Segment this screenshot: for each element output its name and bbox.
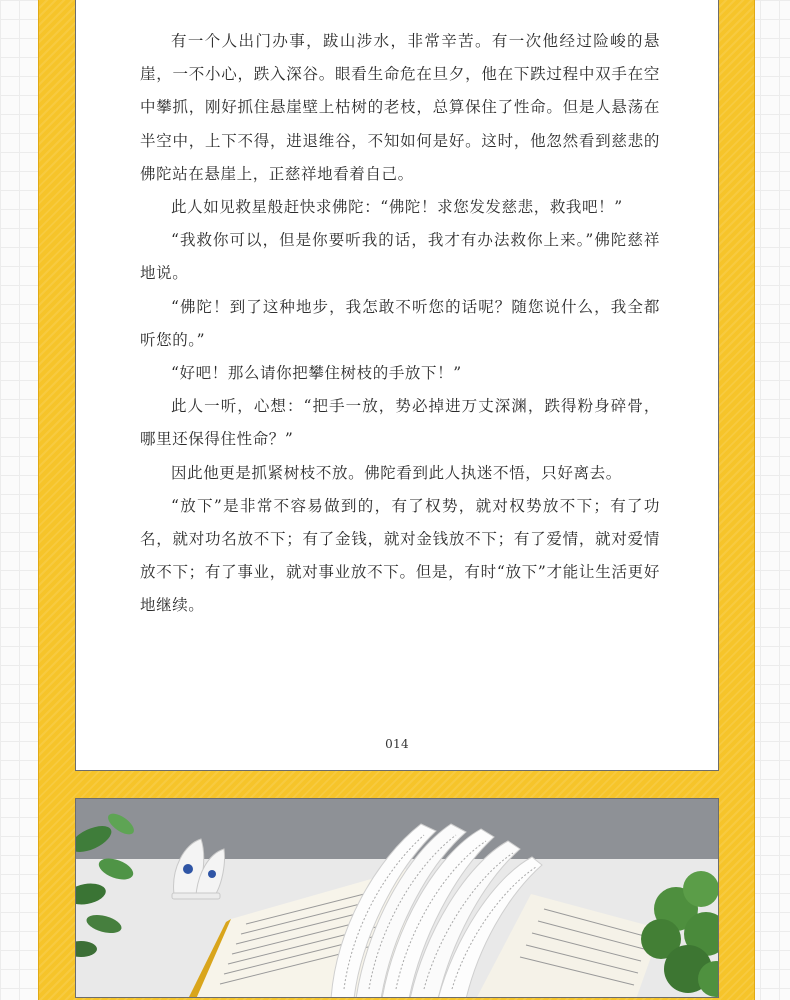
open-book-photo	[75, 798, 719, 998]
paragraph: 此人一听，心想：“把手一放，势必掉进万丈深渊，跌得粉身碎骨，哪里还保得住性命？”	[140, 397, 660, 449]
paragraph: 有一个人出门办事，跋山涉水，非常辛苦。有一次他经过险峻的悬崖，一不小心，跌入深谷。眼看生命危在旦夕，他在下跌过程中双手在空中攀抓，刚好抓住悬崖壁上枯树的老枝，总算保住了性命。但是人悬荡在半空中，上下不得，进退维谷，不知如何是好。这时，他忽然看到慈悲的佛陀站在悬崖上，正慈祥地看着自己。	[140, 32, 660, 183]
paragraph: 因此他更是抓紧树枝不放。佛陀看到此人执迷不悟，只好离去。	[171, 463, 622, 482]
paragraph: “佛陀！到了这种地步，我怎敢不听您的话呢？随您说什么，我全都听您的。”	[140, 297, 660, 349]
paragraph: 此人如见救星般赶快求佛陀：“佛陀！求您发发慈悲，救我吧！”	[171, 198, 623, 217]
book-page	[75, 0, 719, 771]
paragraph: “放下”是非常不容易做到的，有了权势，就对权势放不下；有了功名，就对功名放不下；有了金钱，就对金钱放不下；有了爱情，就对爱情放不下；有了事业，就对事业放不下。但是，有时“放下”才能让生活更好地继续。	[140, 496, 660, 615]
paragraph: “好吧！那么请你把攀住树枝的手放下！”	[171, 364, 462, 383]
page-number: 014	[385, 737, 409, 751]
open-book-illustration	[76, 799, 719, 998]
paragraph: “我救你可以，但是你要听我的话，我才有办法救你上来。”佛陀慈祥地说。	[140, 231, 660, 283]
page-body-text	[140, 25, 660, 623]
